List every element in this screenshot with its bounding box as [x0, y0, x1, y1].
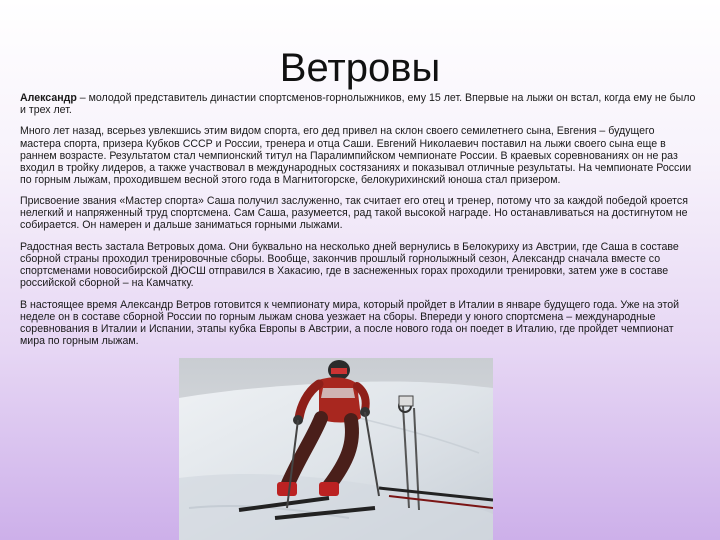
skier-photo — [179, 358, 493, 540]
paragraph-1 — [20, 92, 696, 116]
paragraph-text: – молодой представитель династии спортсменов-горнолыжников, ему 15 лет. Впервые на лыжи он встал, когда ему не было и трех лет. — [20, 92, 696, 117]
paragraph-text: Много лет назад, всерьез увлекшись этим видом спорта, его дед привел на склон своего семилетнего сына, Евгения – будущего мастера спорта, призера Кубков СССР и России, тренера и отца Саши. Евгений Николаевич поставил на лыжи своего сына еще в раннем возрасте. Результатом стал чемпионский титул на Паралимпийском чемпионате России. В краевых соревнованиях он не раз входил в тройку лидеров, а также участвовал в международных состязаниях и показывал отличные результаты. На чемпионате России по горным лыжам, проходившем весной этого года в Магнитогорске, белокурихинский юноша стал призером. — [20, 125, 692, 186]
article-body — [20, 92, 696, 356]
paragraph-text: В настоящее время Александр Ветров готовится к чемпионату мира, который пройдет в Италии в январе будущего года. Уже на этой неделе он в составе сборной России по горным лыжам снова уезжает на сборы. Впереди у юного спортсмена – международные соревнования в Италии и Испании, этапы кубка Европы в Австрии, а после нового года он поедет в Италию, где пройдет чемпионат мира по горным лыжам. — [20, 298, 680, 347]
paragraph-5 — [20, 299, 696, 347]
paragraph-4 — [20, 241, 696, 289]
slide-title: Ветровы — [279, 46, 441, 90]
paragraph-2 — [20, 125, 696, 185]
paragraph-3 — [20, 195, 696, 231]
paragraph-text: Радостная весть застала Ветровых дома. Они буквально на несколько дней вернулись в Белокуриху из Австрии, где Саша в составе сборной страны проходил тренировочные сборы. Вообще, закончив прошлый горнолыжный сезон, Александр сначала вместе со спортсменами новосибирской ДЮСШ отправился в Хакасию, где в заснеженных горах проходили тренировки, затем уже в составе российской сборной – на Камчатку. — [20, 240, 679, 290]
paragraph-lead: Александр — [20, 92, 77, 104]
paragraph-text: Присвоение звания «Мастер спорта» Саша получил заслуженно, так считает его отец и тренер, потому что за каждой победой кроется нелегкий и напряженный труд спортсмена. Сам Саша, разумеется, рад такой высокой награде. Но останавливаться на достигнутом не собирается. Он намерен и дальше заниматься горными лыжами. — [20, 195, 688, 232]
